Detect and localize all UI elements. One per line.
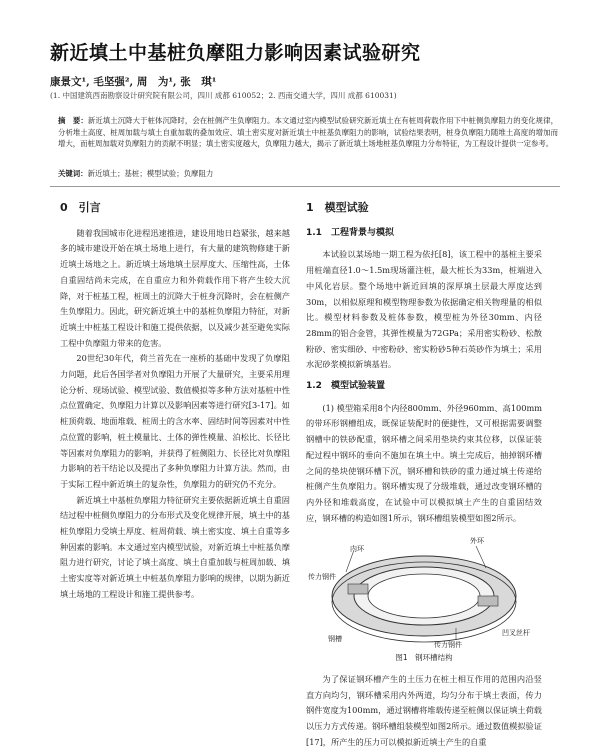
- transfer-steel-right: [478, 596, 498, 606]
- section-title-model-test: 1 模型试验: [306, 201, 369, 214]
- keywords-label: 关键词：: [58, 169, 88, 178]
- label-bolt: 凹叉丝杆: [502, 629, 530, 638]
- label-outer-ring: 外环: [470, 537, 484, 546]
- figure-steel-ring-slot: [306, 532, 542, 650]
- intro-paragraph-1: 随着我国城市化进程迅速推进，建设用地日趋紧张，越来越多的城市建设开始在填土场地上进行，有大量的建筑物修建于新近填土场地之上。新近填土场地填土层厚度大、压缩性高，土体自重固结尚未完成，在自重应力和外荷载作用下将产生较大沉降，对于桩基工程，桩周土的沉降大于桩身沉降时，会在桩侧产生负摩阻力。因此，研究新近填土中的基桩负摩阻力特征，对新近填土中桩基工程设计和施工提供依据，以及减少甚至避免实际工程中负摩阻力带来的危害。: [60, 227, 290, 348]
- paper-authors: 康景文¹, 毛坚强², 周 为¹, 张 琪¹: [50, 76, 217, 88]
- abstract: [58, 115, 558, 150]
- figure-followup-paragraph: 为了保证钢环槽产生的土压力在桩土相互作用的范围内沿竖直方向均匀，钢环槽采用内外两道，均匀分布于填土表面，传力钢件宽度为100mm，通过钢槽将堆载传递至桩侧以保证填土荷载以压力方式传递。钢环槽组装模型如图2所示。通过数值模拟验证[17]，所产生的压力可以模拟新近填土产生的自重: [306, 674, 542, 747]
- label-inner-ring: 内环: [350, 545, 364, 554]
- section-title-introduction: 0 引言: [60, 201, 101, 214]
- right-column: [306, 198, 542, 751]
- paper-affiliation: (1. 中国建筑西南勘察设计研究院有限公司，四川 成都 610052；2. 西南交通大学，四川 成都 610031): [50, 91, 397, 100]
- paper-title: 新近填土中基桩负摩阻力影响因素试验研究: [50, 42, 421, 64]
- left-column: [60, 198, 290, 603]
- label-transfer-steel: 传力钢件: [308, 573, 336, 582]
- subsection-title-apparatus: 1.2 模型试验装置: [306, 381, 385, 392]
- figure-caption: 图1 钢环槽结构: [395, 653, 453, 663]
- abstract-label: 摘 要：: [58, 116, 88, 125]
- background-paragraph: 本试验以某场地一期工程为依托[8]，该工程中的基桩主要采用桩端直径1.0～1.5m现场灌注桩，最大桩长为33m，桩端进入中风化岩层。整个场地中新近回填的深厚填土层最大厚度达到30m，以相似原理和模型物理参数为依据确定相关物理量的相似比。模型材料参数及桩体参数，模型桩为外径30mm、内径28mm的铝合金管，其弹性模量为72GPa；采用密实粉砂、松散粉砂、密实细砂、中密粉砂、密实粉砂5种石英砂作为填土；采用水泥砂浆模拟新填基岩。: [306, 249, 542, 370]
- apparatus-paragraph: (1) 模型箱采用8个内径800mm、外径960mm、高100mm的带环形钢槽组成，既保证装配时的便捷性，又可根据需要调整钢槽中的铁砂配重，钢环槽之间采用垫块约束其位移，以保证装配过程中钢环的垂向不施加在填土中。填土完成后，抽掉钢环槽之间的垫块使钢环槽下沉，钢环槽和铁砂的重力通过填土传递给桩侧产生负摩阻力。钢环槽实现了分级堆载，通过改变钢环槽的内外径和堆载高度，在试验中可以模拟填土产生的自重固结效应，钢环槽的构造如图1所示，钢环槽组装模型如图2所示。: [306, 402, 542, 523]
- intro-paragraph-2: 20世纪30年代，荷兰首先在一座桥的基础中发现了负摩阻力问题，此后各国学者对负摩阻力开展了大量研究，主要采用理论分析、现场试验、模型试验、数值模拟等多种方法对基桩中性点位置确定、负摩阻力计算以及影响因素等进行研究[3-17]。如桩顶荷载、地面堆载、桩周土的含水率、固结时间等因素对中性点位置的影响，桩土模量比、土体的弹性模量、泊松比、长径比等因素对负摩阻力的影响，并获得了桩侧阻力、长径比对负摩阻力影响的若干结论以及提出了多种负摩阻力计算方法。然而，由于实际工程中新近填土的复杂性，负摩阻力的研究仍不充分。: [60, 353, 290, 489]
- abstract-text: 新近填土沉降大于桩体沉降时，会在桩侧产生负摩阻力。本文通过室内模型试验研究新近填土在有桩周荷载作用下中桩侧负摩阻力的变化规律，分析堆土高度、桩周加载与填土自重加载的叠加效应、填土密实度对新近填土中桩基负摩阻力的影响，试验结果表明，桩身负摩阻力随堆土高度的增加而增大，而桩周加载对负摩阻力的贡献不明显；填土密实度越大，负摩阻力越大，揭示了新近填土场地桩基负摩阻力分布特征，为工程设计提供一定参考。: [58, 116, 558, 149]
- keywords-text: 新近填土；基桩；模型试验；负摩阻力: [87, 169, 214, 178]
- intro-paragraph-3: 新近填土中基桩负摩阻力特征研究主要依据新近填土自重固结过程中桩侧负摩阻力的分布形式及变化规律开展，填土中的基桩负摩阻力受填土厚度、桩周荷载、填土密实度、填土自重等多种因素的影响。本文通过室内模型试验，对新近填土中桩基负摩阻力进行研究，讨论了填土高度、填土自重加载与桩周加载、填土密实度等对新近填土中桩基负摩阻力影响的规律，以期为新近填土场地的工程设计和施工提供参考。: [60, 494, 290, 599]
- header-divider: [50, 186, 560, 187]
- center-opening: [368, 574, 480, 618]
- transfer-steel-left: [348, 584, 368, 594]
- keywords: [58, 168, 558, 179]
- subsection-title-background: 1.1 工程背景与模拟: [306, 227, 394, 238]
- label-steel-slot: 钢槽: [328, 635, 342, 644]
- label-transfer-steel-2: 传力钢件: [434, 641, 462, 650]
